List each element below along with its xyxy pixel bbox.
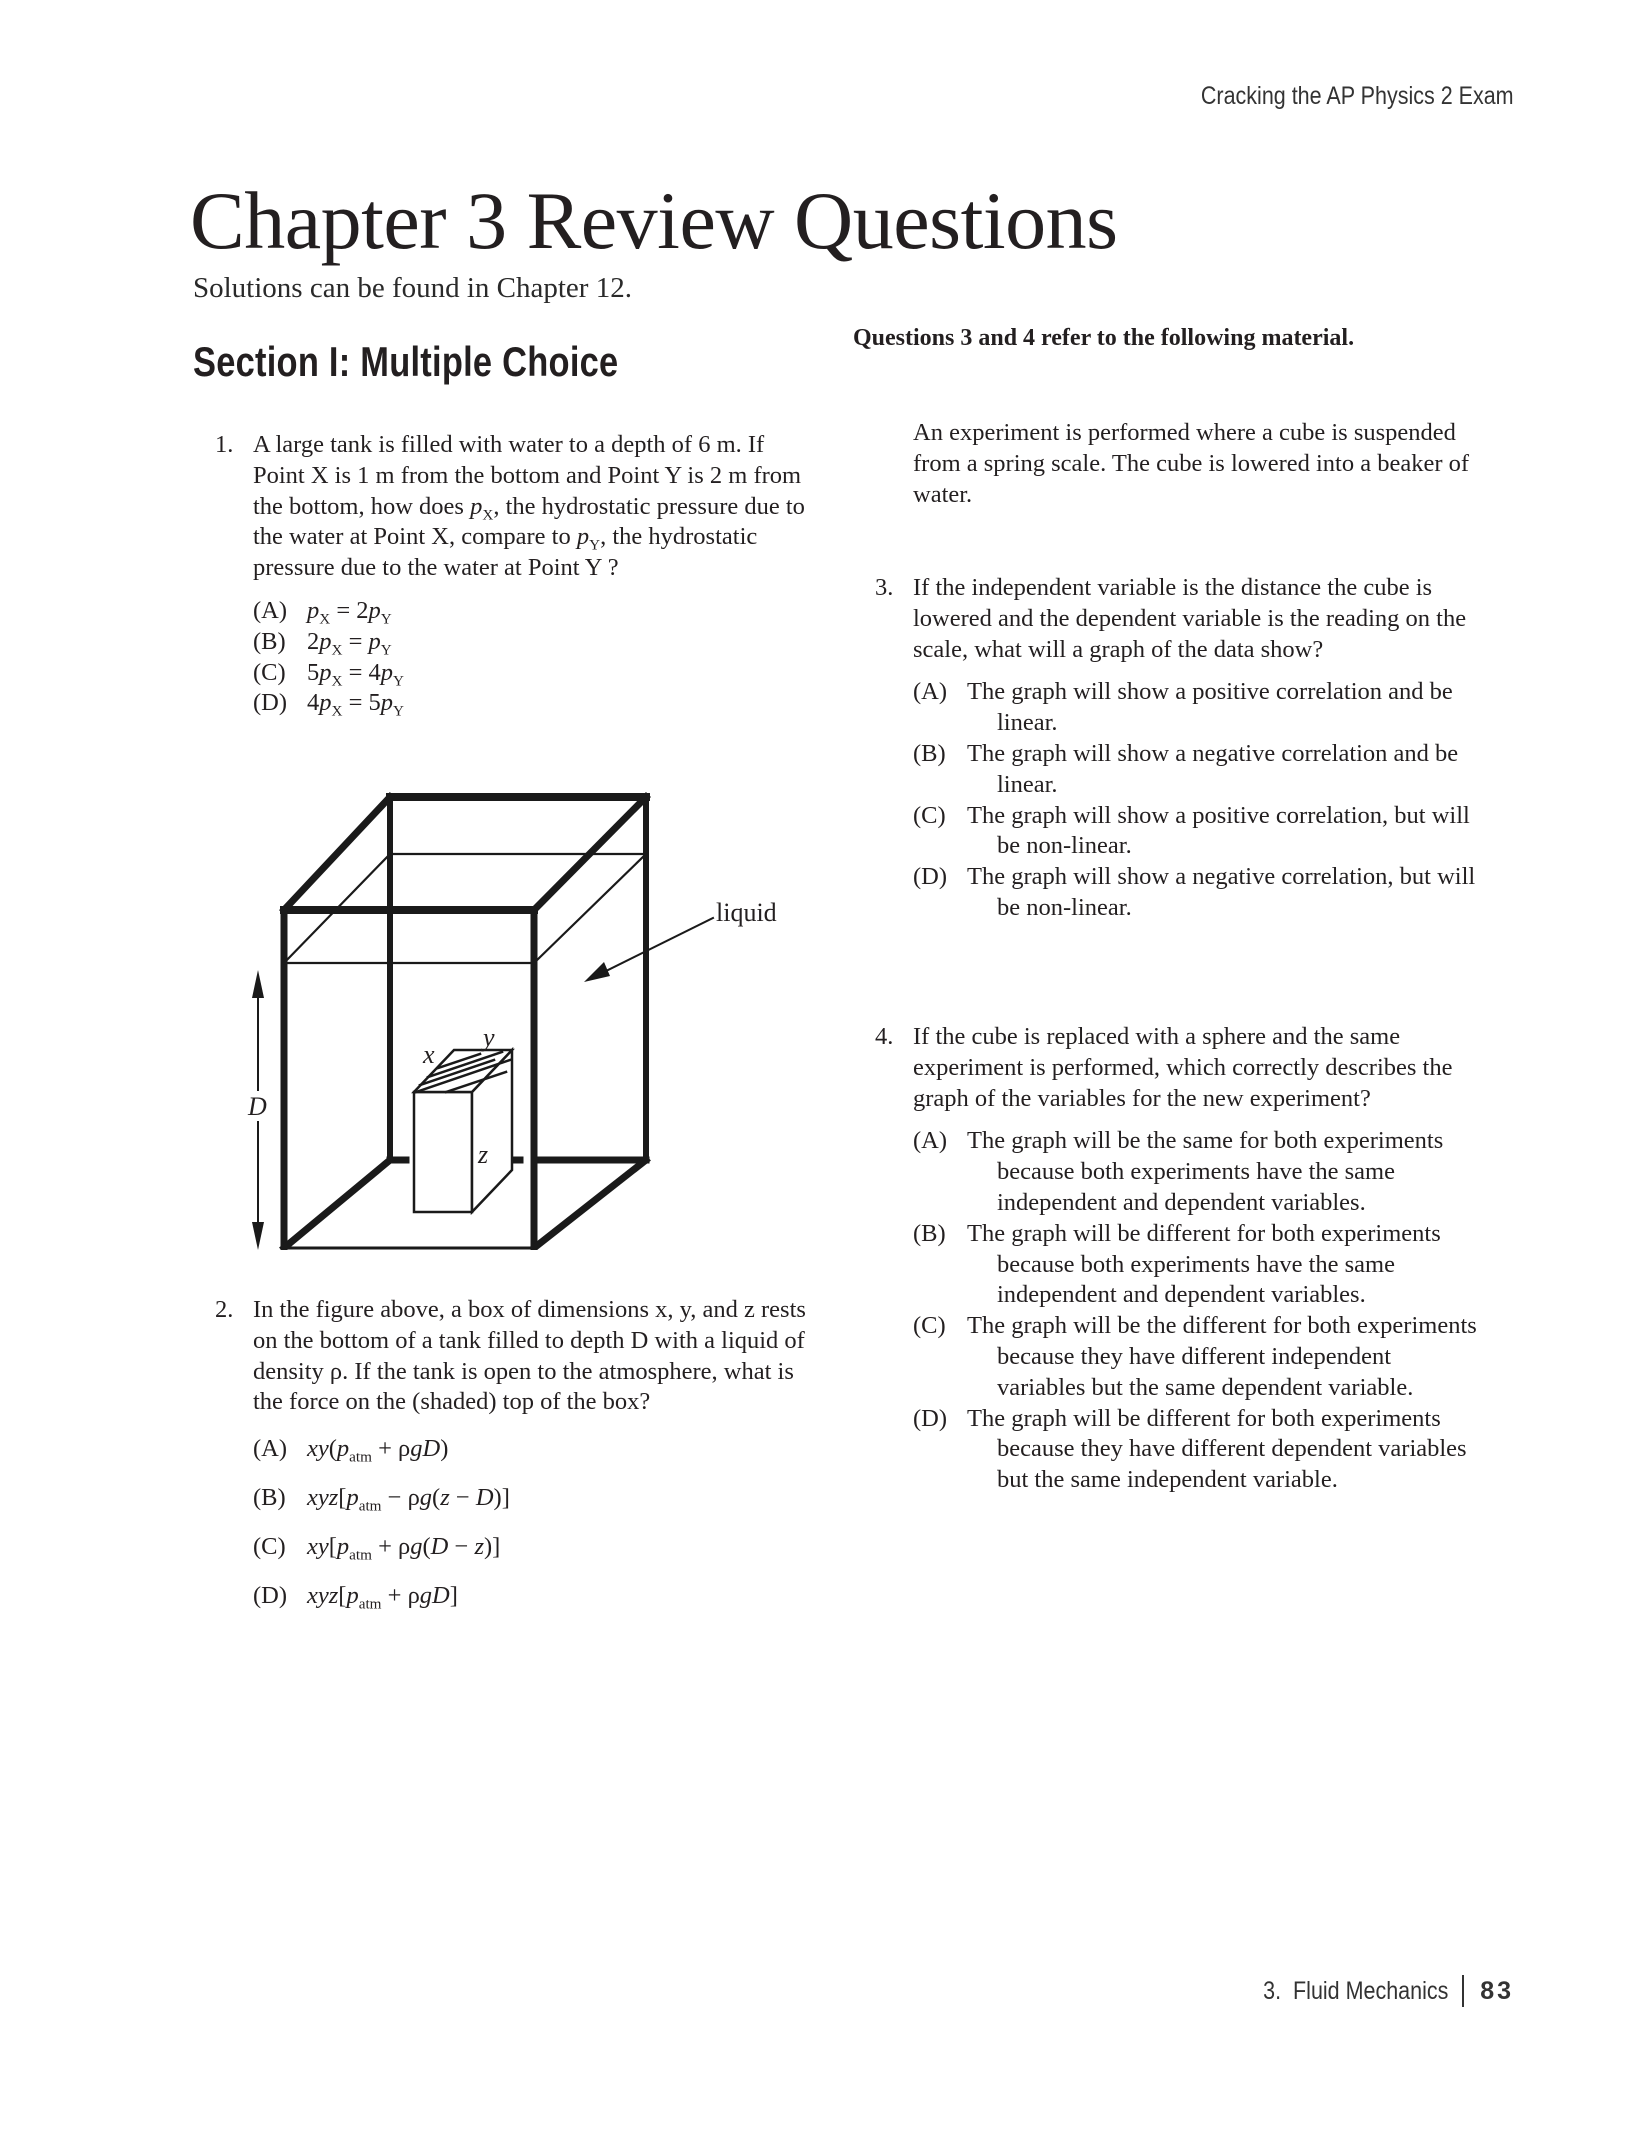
answer-choices [253,596,815,719]
choice-text: The graph will show a negative correlation and be linear. [967,739,1459,798]
depth-label: D [248,1092,267,1121]
choice-b[interactable]: (B) The graph will be different for both experiments because both experiments have the same independent and dependent variables. [913,1219,1480,1311]
choice-d[interactable]: (D) The graph will be different for both experiments because they have different dependent variables but the same independent variable. [913,1404,1480,1496]
choice-a[interactable]: (A) The graph will show a positive correlation and be linear. [913,677,1480,739]
choice-b[interactable]: (B) The graph will show a negative correlation and be linear. [913,739,1480,801]
z-dimension-label: z [478,1140,489,1169]
page-footer [1233,1975,1514,2007]
choice-text: $5p_X = 4p_Y$ [307,658,405,689]
choice-d[interactable]: (D) $4p_X = 5p_Y$ [253,688,815,719]
choice-a[interactable]: (A) $xy(p_{atm} + \rho gD)$ [253,1434,815,1465]
question-3 [875,573,1480,924]
choice-text: The graph will be different for both experiments because both experiments have the same independent and dependent variables. [967,1219,1441,1309]
question-stem: If the cube is replaced with a sphere and the same experiment is performed, which correctly describes the graph of the variables for the new experiment? [913,1023,1453,1112]
choice-text: $xyz[p_{atm} - \rho g(z - D)]$ [307,1483,510,1515]
choice-text: The graph will show a positive correlation, but will be non-linear. [967,801,1470,860]
reference-passage: An experiment is performed where a cube is suspended from a spring scale. The cube is lowered into a beaker of water. [913,419,1470,508]
choice-c[interactable]: (C) The graph will be the different for both experiments because they have different independent variables but the same dependent variable. [913,1311,1480,1403]
choice-a[interactable]: (A) The graph will be the same for both experiments because both experiments have the same independent and dependent variables. [913,1126,1480,1218]
choice-c[interactable]: (C) The graph will show a positive correlation, but will be non-linear. [913,801,1480,863]
choice-text: The graph will show a positive correlation and be linear. [967,678,1453,737]
choice-c[interactable]: (C) $5p_X = 4p_Y$ [253,658,815,689]
page-number: 83 [1480,1976,1514,2005]
choice-text: The graph will show a negative correlation, but will be non-linear. [967,863,1476,921]
tank-figure [248,780,808,1250]
choice-text: $xyz[p_{atm} + \rho gD]$ [307,1581,458,1612]
footer-chapter: 3. Fluid Mechanics [1262,1976,1449,2005]
question-stem: A large tank is filled with water to a depth of 6 m. If Point X is 1 m from the bottom and Point Y is 2 m from the bottom, how does $p_X$, the hydrostatic pressure due to the water at Point X, compare to $p_Y$, the hydrostatic pressure due to the water at Point Y ? [253,431,805,582]
choice-text: $4p_X = 5p_Y$ [307,689,405,720]
footer-divider [1462,1975,1464,2007]
choice-text: The graph will be the different for both experiments because they have different independent variables but the same dependent variable. [967,1312,1477,1401]
choice-c[interactable]: (C) $xy[p_{atm} + \rho g(D - z)]$ [253,1532,815,1563]
answer-choices [253,1434,815,1611]
question-number: 2. [215,1296,234,1323]
choice-text: $xy[p_{atm} + \rho g(D - z)]$ [307,1532,501,1564]
choice-text: The graph will be different for both experiments because they have different dependent variables but the same independent variable. [967,1404,1467,1494]
question-2 [215,1295,815,1629]
question-1 [215,430,815,719]
choice-d[interactable]: (D) $xyz[p_{atm} + \rho gD]$ [253,1581,815,1612]
choice-text: $xy(p_{atm} + \rho gD)$ [307,1435,449,1466]
question-number: 3. [875,574,894,601]
choice-d[interactable]: (D) The graph will show a negative correlation, but will be non-linear. [913,862,1480,924]
running-head: Cracking the AP Physics 2 Exam [1201,82,1514,110]
chapter-title: Chapter 3 Review Questions [190,175,1118,266]
liquid-label: liquid [716,898,777,927]
question-number: 4. [875,1023,894,1050]
choice-text: $p_X = 2p_Y$ [307,596,392,628]
choice-b[interactable]: (B) $2p_X = p_Y$ [253,627,815,658]
choice-b[interactable]: (B) $xyz[p_{atm} - \rho g(z - D)]$ [253,1483,815,1514]
question-number: 1. [215,431,234,458]
answer-choices [913,677,1480,923]
choice-text: $2p_X = p_Y$ [307,627,392,659]
reference-heading: Questions 3 and 4 refer to the following material. [853,325,1355,351]
answer-choices [913,1126,1480,1496]
x-dimension-label: x [423,1040,435,1069]
question-4 [875,1022,1480,1496]
chapter-subtitle: Solutions can be found in Chapter 12. [193,272,632,304]
question-stem: In the figure above, a box of dimensions x, y, and z rests on the bottom of a tank filled to depth D with a liquid of density ρ. If the tank is open to the atmosphere, what is the force on the (shaded) top of the box? [253,1296,806,1416]
y-dimension-label: y [483,1023,495,1052]
tank-diagram-icon [248,780,808,1250]
choice-a[interactable]: (A) $p_X = 2p_Y$ [253,596,815,627]
section-title: Section I: Multiple Choice [193,338,619,385]
question-stem: If the independent variable is the distance the cube is lowered and the dependent variable is the reading on the scale, what will a graph of the data show? [913,574,1467,663]
choice-text: The graph will be the same for both experiments because both experiments have the same independent and dependent variables. [967,1127,1444,1216]
